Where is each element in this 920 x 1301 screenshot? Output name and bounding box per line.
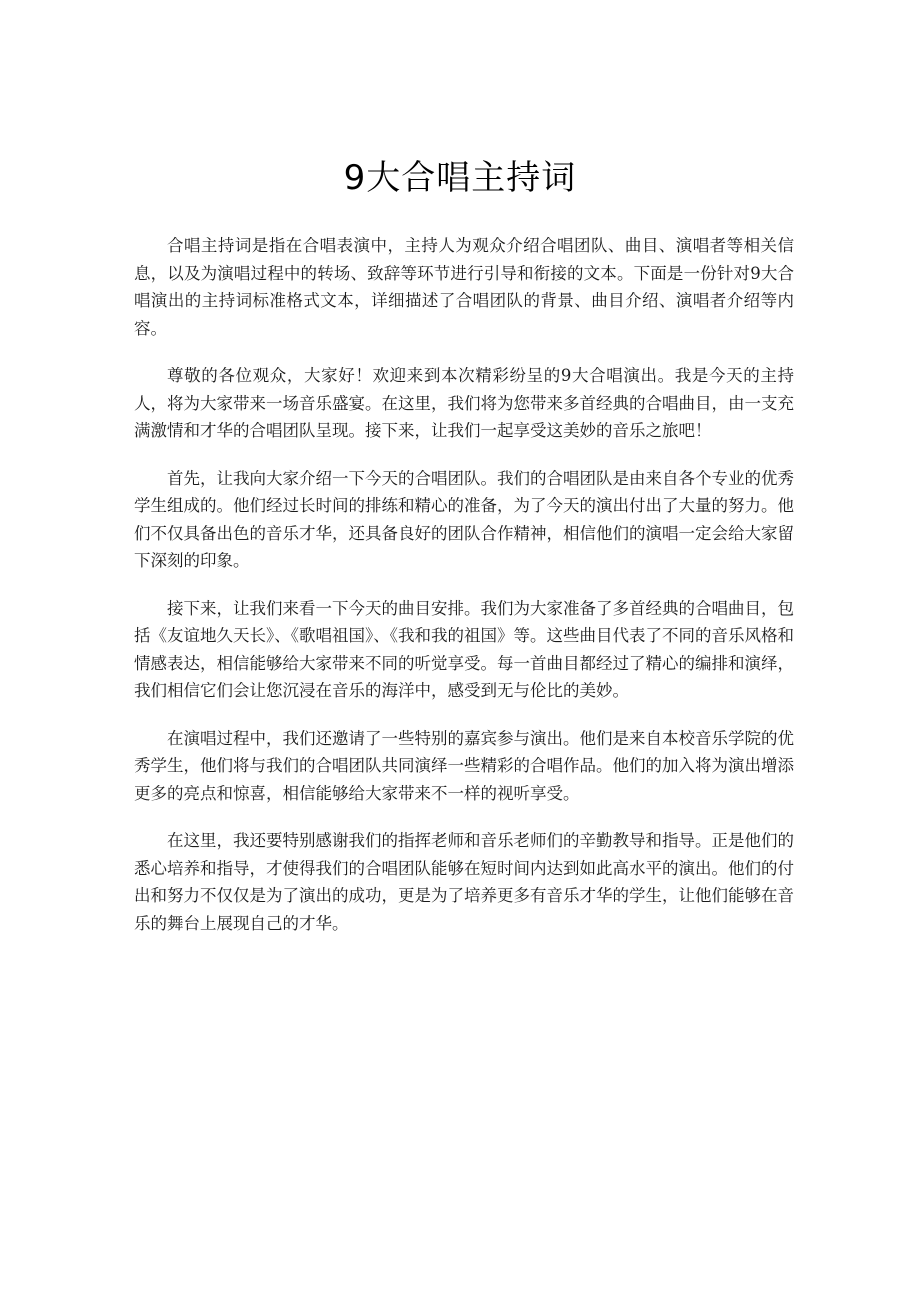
document-title: 9大合唱主持词 [343, 158, 577, 198]
paragraph-intro: 合唱主持词是指在合唱表演中，主持人为观众介绍合唱团队、曲目、演唱者等相关信息，以及为演唱过程中的转场、致辞等环节进行引导和衔接的文本。下面是一份针对9大合唱演出的主持词标准格式文本，详细描述了合唱团队的背景、曲目介绍、演唱者介绍等内容。 [134, 236, 794, 338]
paragraph-welcome: 尊敬的各位观众，大家好！欢迎来到本次精彩纷呈的9大合唱演出。我是今天的主持人，将为大家带来一场音乐盛宴。在这里，我们将为您带来多首经典的合唱曲目，由一支充满激情和才华的合唱团队呈现。接下来，让我们一起享受这美妙的音乐之旅吧！ [134, 366, 794, 440]
paragraph-team-intro: 首先，让我向大家介绍一下今天的合唱团队。我们的合唱团队是由来自各个专业的优秀学生组成的。他们经过长时间的排练和精心的准备，为了今天的演出付出了大量的努力。他们不仅具备出色的音乐才华，还具备良好的团队合作精神，相信他们的演唱一定会给大家留下深刻的印象。 [134, 468, 794, 570]
document-body [134, 232, 794, 957]
paragraph-program: 接下来，让我们来看一下今天的曲目安排。我们为大家准备了多首经典的合唱曲目，包括《友谊地久天长》、《歌唱祖国》、《我和我的祖国》等。这些曲目代表了不同的音乐风格和情感表达，相信能够给大家带来不同的听觉享受。每一首曲目都经过了精心的编排和演绎，我们相信它们会让您沉浸在音乐的海洋中，感受到无与伦比的美妙。 [134, 598, 794, 700]
paragraph-thanks: 在这里，我还要特别感谢我们的指挥老师和音乐老师们的辛勤教导和指导。正是他们的悉心培养和指导，才使得我们的合唱团队能够在短时间内达到如此高水平的演出。他们的付出和努力不仅仅是为了演出的成功，更是为了培养更多有音乐才华的学生，让他们能够在音乐的舞台上展现自己的才华。 [134, 831, 794, 933]
paragraph-guests: 在演唱过程中，我们还邀请了一些特别的嘉宾参与演出。他们是来自本校音乐学院的优秀学生，他们将与我们的合唱团队共同演绎一些精彩的合唱作品。他们的加入将为演出增添更多的亮点和惊喜，相信能够给大家带来不一样的视听享受。 [134, 728, 794, 803]
